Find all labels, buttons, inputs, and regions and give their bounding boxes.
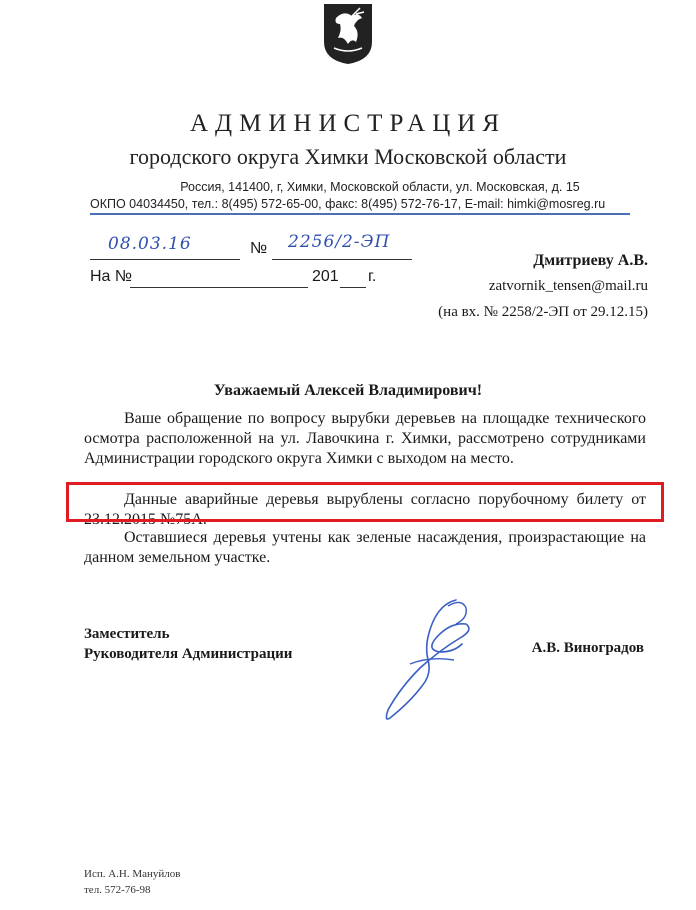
handwritten-signature <box>370 594 490 724</box>
coat-of-arms-emblem <box>322 2 374 66</box>
reference-label: На № <box>90 268 133 285</box>
paragraph-2-text: Данные аварийные деревья вырублены согласно порубочному билету от 23.12.2015 №75А. <box>84 491 646 528</box>
org-title: АДМИНИСТРАЦИЯ <box>190 110 506 137</box>
signer-position <box>84 624 292 664</box>
paragraph-1-text: Ваше обращение по вопросу вырубки деревьев на площадке технического осмотра расположенной на ул. Лавочкина г. Химки, рассмотрено сотрудниками Администрации городского округа Химки с выходом на место. <box>84 410 646 467</box>
body-paragraph <box>84 409 646 469</box>
org-address: Россия, 141400, г, Химки, Московской области, ул. Московская, д. 15 <box>180 180 580 194</box>
org-contacts: ОКПО 04034450, тел.: 8(495) 572-65-00, факс: 8(495) 572-76-17, E-mail: himki@mosreg.ru <box>90 197 606 211</box>
date-handwritten: 08.03.16 <box>108 234 192 254</box>
org-subtitle: городского округа Химки Московской области <box>129 144 567 169</box>
reference-year-suffix: г. <box>368 268 377 285</box>
recipient-reference: (на вх. № 2258/2-ЭП от 29.12.15) <box>438 304 648 320</box>
body-paragraph <box>84 528 646 568</box>
header-divider <box>90 213 630 215</box>
executor-name: Исп. А.Н. Мануйлов <box>84 868 181 880</box>
reference-year: 201 <box>312 268 339 285</box>
recipient-name: Дмитриеву А.В. <box>533 252 648 269</box>
number-handwritten: 2256/2-ЭП <box>288 232 391 252</box>
paragraph-3-text: Оставшиеся деревья учтены как зеленые насаждения, произрастающие на данном земельном участке. <box>84 529 646 566</box>
number-label: № <box>250 240 268 257</box>
salutation: Уважаемый Алексей Владимирович! <box>213 382 483 399</box>
highlight-box <box>66 482 664 522</box>
signer-position-line-2: Руководителя Администрации <box>84 646 293 662</box>
reference-year-line <box>340 271 366 288</box>
signer-position-line-1: Заместитель <box>84 626 170 642</box>
recipient-email: zatvornik_tensen@mail.ru <box>488 278 648 294</box>
executor-phone: тел. 572-76-98 <box>84 884 151 896</box>
reference-field-line <box>130 271 308 288</box>
executor-info <box>84 866 180 898</box>
signer-name: А.В. Виноградов <box>531 640 644 656</box>
